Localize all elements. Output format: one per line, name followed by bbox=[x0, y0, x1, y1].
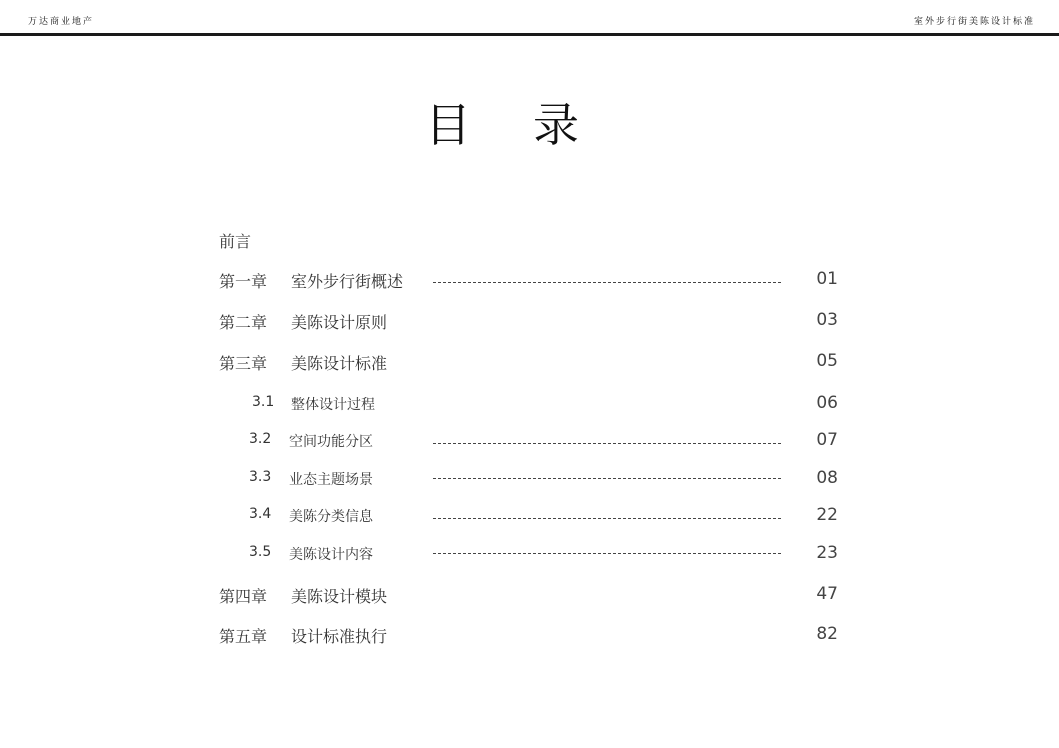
toc-page-number: 23 bbox=[816, 543, 838, 563]
toc-row-chapter-3[interactable] bbox=[0, 351, 1059, 377]
toc-section-number: 3.1 bbox=[252, 394, 275, 410]
toc-row-section-3-2[interactable] bbox=[0, 430, 1059, 456]
toc-row-section-3-4[interactable] bbox=[0, 505, 1059, 531]
header-company: 万达商业地产 bbox=[28, 17, 95, 27]
toc-leader bbox=[433, 282, 781, 283]
toc-chapter-label: 第二章 bbox=[219, 313, 268, 332]
toc-page-number: 82 bbox=[816, 624, 838, 644]
toc-leader bbox=[433, 553, 781, 554]
toc-section-name: 空间功能分区 bbox=[289, 434, 373, 450]
toc-section-name: 美陈设计内容 bbox=[289, 547, 373, 563]
toc-chapter-label: 第一章 bbox=[219, 272, 268, 291]
toc-chapter-name: 室外步行街概述 bbox=[291, 272, 404, 291]
toc-chapter-name: 美陈设计原则 bbox=[291, 313, 388, 332]
toc-chapter-label: 第三章 bbox=[219, 354, 268, 373]
toc-chapter-name: 美陈设计模块 bbox=[291, 587, 388, 606]
toc-leader bbox=[433, 478, 781, 479]
toc-row-chapter-2[interactable] bbox=[0, 310, 1059, 336]
toc-page-number: 08 bbox=[816, 468, 838, 488]
toc-leader bbox=[433, 443, 781, 444]
toc-chapter-name: 设计标准执行 bbox=[291, 627, 388, 646]
toc-section-number: 3.3 bbox=[249, 469, 272, 485]
toc-row-section-3-1[interactable] bbox=[0, 393, 1059, 419]
toc-page-number: 01 bbox=[816, 269, 838, 289]
toc-section-number: 3.2 bbox=[249, 431, 272, 447]
header-divider bbox=[0, 33, 1059, 36]
header-document-title: 室外步行街美陈设计标准 bbox=[913, 17, 1035, 27]
toc-section-number: 3.4 bbox=[249, 506, 272, 522]
toc-row-section-3-5[interactable] bbox=[0, 543, 1059, 569]
toc-row-preface[interactable] bbox=[0, 229, 1059, 255]
toc-page-number: 07 bbox=[816, 430, 838, 450]
toc-page-number: 05 bbox=[816, 351, 838, 371]
toc-row-chapter-4[interactable] bbox=[0, 584, 1059, 610]
toc-row-chapter-1[interactable] bbox=[0, 269, 1059, 295]
toc-page-number: 47 bbox=[816, 584, 838, 604]
toc-section-name: 业态主题场景 bbox=[289, 472, 373, 488]
toc-section-name: 整体设计过程 bbox=[291, 397, 375, 413]
toc-page-number: 22 bbox=[816, 505, 838, 525]
toc-row-chapter-5[interactable] bbox=[0, 624, 1059, 650]
toc-preface-label: 前言 bbox=[219, 232, 252, 251]
toc-section-name: 美陈分类信息 bbox=[289, 509, 373, 525]
toc-chapter-label: 第四章 bbox=[219, 587, 268, 606]
toc-row-section-3-3[interactable] bbox=[0, 468, 1059, 494]
page-title: 目录 bbox=[425, 98, 641, 152]
toc-chapter-name: 美陈设计标准 bbox=[291, 354, 388, 373]
toc-section-number: 3.5 bbox=[249, 544, 272, 560]
toc-page-number: 06 bbox=[816, 393, 838, 413]
toc-page-number: 03 bbox=[816, 310, 838, 330]
toc-chapter-label: 第五章 bbox=[219, 627, 268, 646]
toc-leader bbox=[433, 518, 781, 519]
